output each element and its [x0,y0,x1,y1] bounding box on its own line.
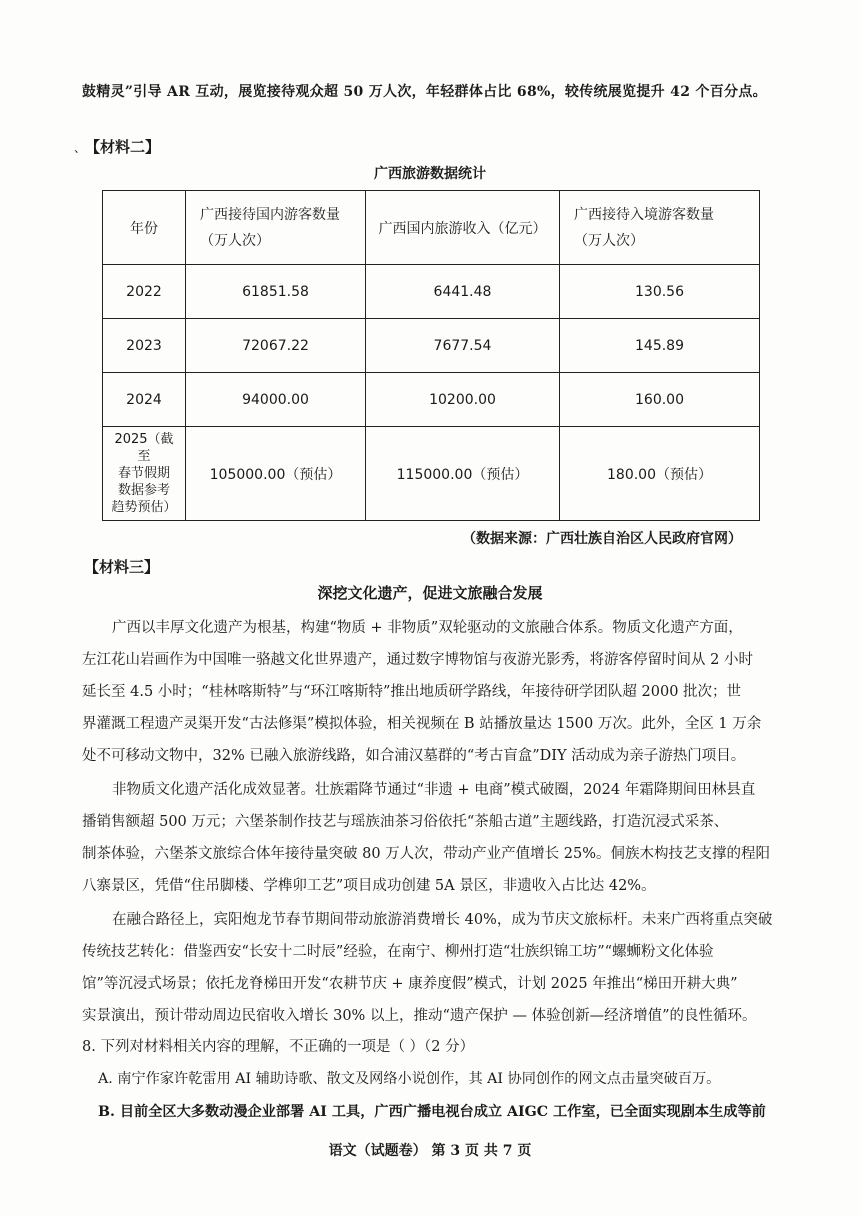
article-line: 播销售额超 500 万元；六堡茶制作技艺与瑶族油茶习俗依托“茶船古道”主题线路，打造沉浸式采茶、 [82,814,729,830]
cell-domestic-visitors: 94000.00 [186,373,366,427]
cell-inbound-visitors: 160.00 [560,373,760,427]
option-a: A. 南宁作家许乾雷用 AI 辅助诗歌、散文及网络小说创作，其 AI 协同创作的网文点击量突破百万。 [98,1071,721,1087]
article-line: 非物质文化遗产活化成效显著。壮族霜降节通过“非遗 + 电商”模式破圈，2024 年霜降期间田林县直 [112,782,756,798]
year-note-line: 趋势预估） [111,500,177,515]
article-line: 界灌溉工程遗产灵渠开发“古法修渠”模拟体验，相关视频在 B 站播放量达 1500 万次。此外，全区 1 万余 [82,716,762,732]
header-inbound-visitors-line1: 广西接待入境游客数量 [574,206,714,223]
cell-year: 2023 [103,319,186,373]
table-row [103,319,760,373]
cell-domestic-income: 6441.48 [366,265,560,319]
article-line: 延长至 4.5 小时；“桂林喀斯特”与“环江喀斯特”推出地质研学路线，年接待研学团队超 2000 批次；世 [82,684,742,700]
tourism-data-table [102,190,760,521]
cell-inbound-visitors: 145.89 [560,319,760,373]
cell-year: 2022 [103,265,186,319]
table-header-row [103,191,760,265]
cell-domestic-income: 10200.00 [366,373,560,427]
header-year: 年份 [103,191,186,265]
question-stem: 8. 下列对材料相关内容的理解，不正确的一项是（ ）（2 分） [82,1039,475,1055]
margin-mark: 、 [74,141,87,155]
article-line: 在融合路径上，宾阳炮龙节春节期间带动旅游消费增长 40%，成为节庆文旅标杆。未来广西将重点突破 [112,912,773,928]
article-line: 处不可移动文物中，32% 已融入旅游线路，如合浦汉墓群的“考古盲盒”DIY 活动成为亲子游热门项目。 [82,748,746,764]
header-inbound-visitors [560,191,760,265]
article-line: 广西以丰厚文化遗产为根基，构建“物质 + 非物质”双轮驱动的文旅融合体系。物质文化遗产方面， [112,620,743,636]
option-b: B. 目前全区大多数动漫企业部署 AI 工具，广西广播电视台成立 AIGC 工作室，已全面实现剧本生成等前 [98,1104,766,1120]
table-row [103,265,760,319]
article-line: 八寨景区，凭借“住吊脚楼、学榫卯工艺”项目成功创建 5A 景区，非遗收入占比达 42%。 [82,878,656,894]
material-three-label: 【材料三】 [84,558,160,576]
cell-domestic-visitors: 105000.00（预估） [186,427,366,521]
header-domestic-visitors-line2: （万人次） [200,232,270,249]
material-two-label: 【材料二】 [85,138,161,156]
article-line: 传统技艺转化：借鉴西安“长安十二时辰”经验，在南宁、柳州打造“壮族织锦工坊”“螺蛳粉文化体验 [82,944,714,960]
header-inbound-visitors-line2: （万人次） [574,232,644,249]
header-domestic-income: 广西国内旅游收入（亿元） [366,191,560,265]
article-line: 制茶体验，六堡茶文旅综合体年接待量突破 80 万人次，带动产业产值增长 25%。侗族木构技艺支撑的程阳 [82,846,771,862]
article-title: 深挖文化遗产，促进文旅融合发展 [317,584,543,602]
page-footer: 语文（试题卷） 第 3 页 共 7 页 [328,1143,532,1159]
cell-domestic-income: 7677.54 [366,319,560,373]
article-line: 实景演出，预计带动周边民宿收入增长 30% 以上，推动“遗产保护 — 体验创新—经济增值”的良性循环。 [82,1008,757,1024]
article-line: 馆”等沉浸式场景；依托龙脊梯田开发“农耕节庆 + 康养度假”模式，计划 2025 年推出“梯田开耕大典” [82,976,738,992]
cell-domestic-visitors: 61851.58 [186,265,366,319]
cell-domestic-income: 115000.00（预估） [366,427,560,521]
continued-text-line: 鼓精灵”引导 AR 互动，展览接待观众超 50 万人次，年轻群体占比 68%，较传统展览提升 42 个百分点。 [82,84,767,100]
cell-inbound-visitors: 130.56 [560,265,760,319]
cell-year: 2024 [103,373,186,427]
header-domestic-visitors [186,191,366,265]
year-note-line: 春节假期 [117,466,170,481]
year-note-line: 2025（截至 [114,432,174,464]
table-row [103,373,760,427]
cell-domestic-visitors: 72067.22 [186,319,366,373]
table-row [103,427,760,521]
cell-year [103,427,186,521]
header-domestic-visitors-line1: 广西接待国内游客数量 [200,206,340,223]
article-line: 左江花山岩画作为中国唯一骆越文化世界遗产，通过数字博物馆与夜游光影秀，将游客停留时间从 2 小时 [82,652,753,668]
data-source-note: （数据来源：广西壮族自治区人民政府官网） [462,531,742,547]
year-note-line: 数据参考 [117,483,170,498]
cell-inbound-visitors: 180.00（预估） [560,427,760,521]
table-title: 广西旅游数据统计 [374,166,486,182]
